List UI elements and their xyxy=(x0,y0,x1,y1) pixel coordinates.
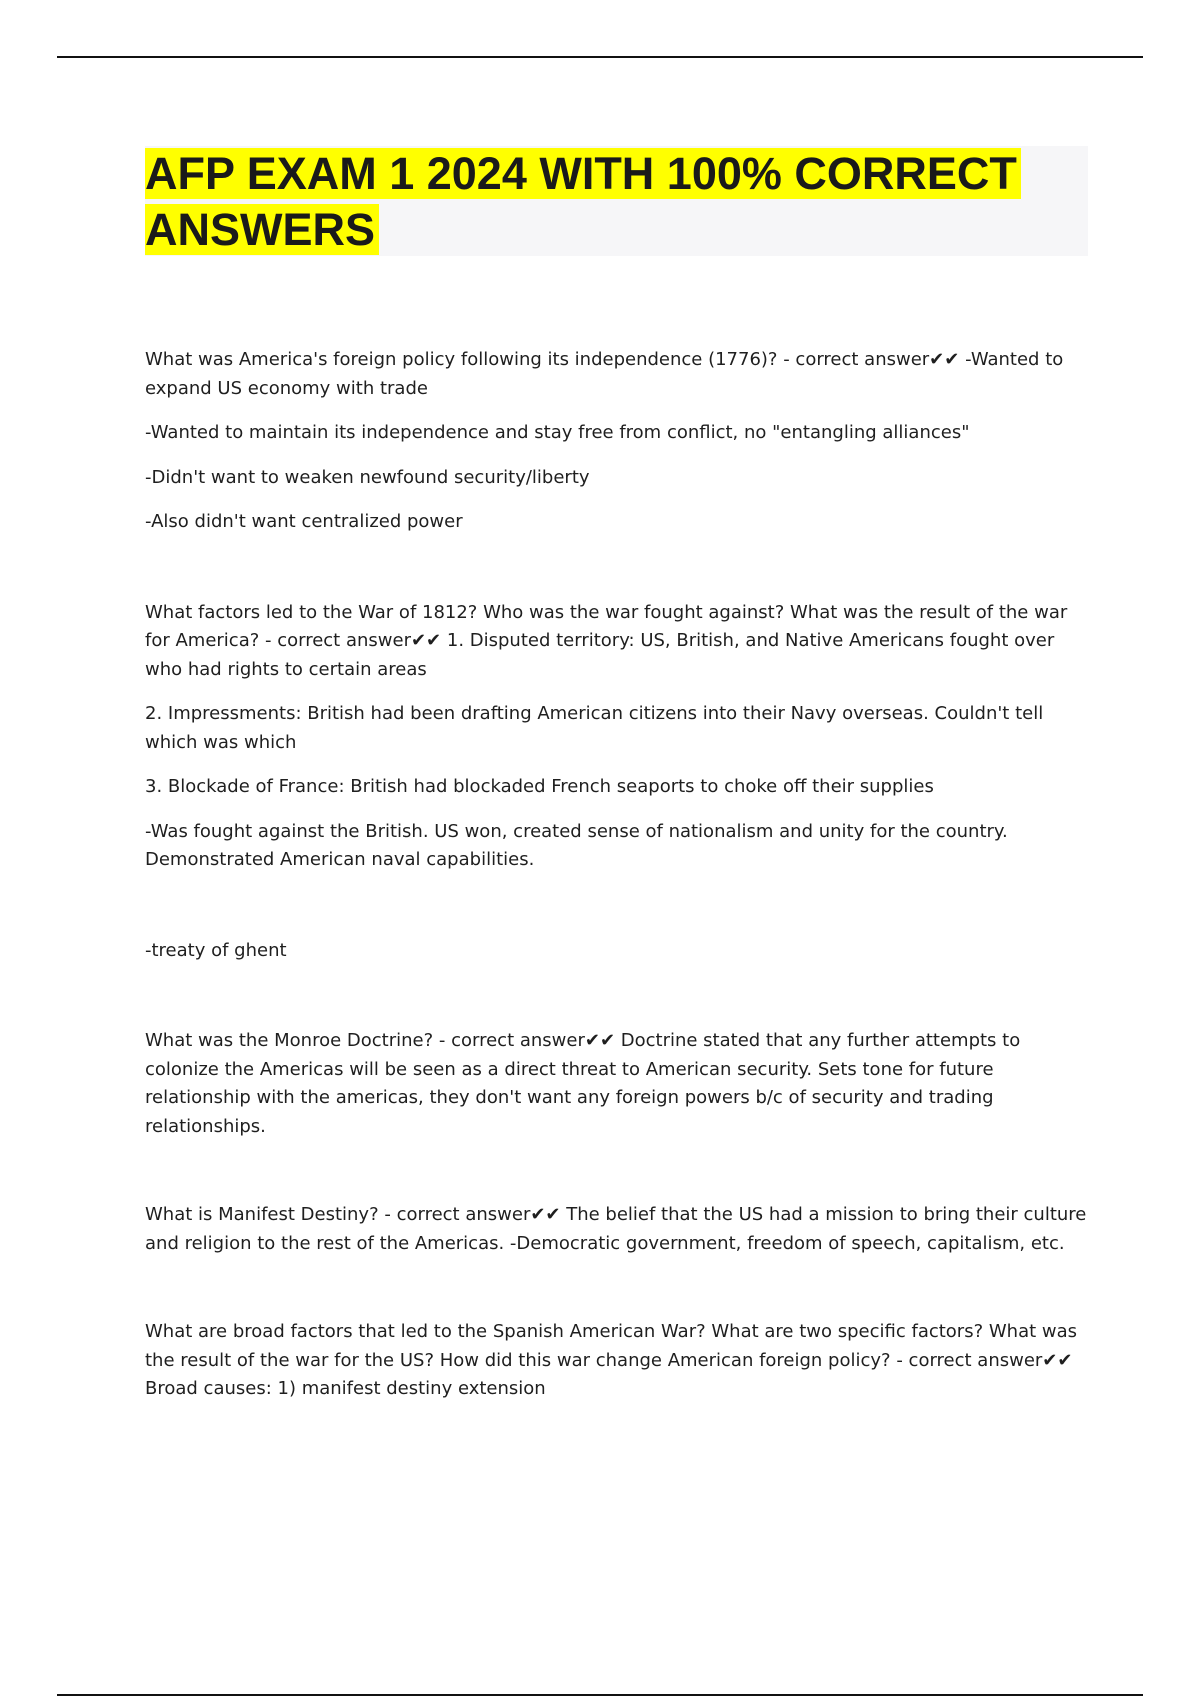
entry-4-paragraph-1: What was the Monroe Doctrine? - correct answer✔✔ Doctrine stated that any further attempts to colonize the Americas will be seen as a direct threat to American security. Sets tone for future relationship with the americas, they don't want any foreign powers b/c of security and trading relationships. xyxy=(145,1030,1021,1137)
spacer xyxy=(145,981,1090,1027)
qa-entry-6 xyxy=(145,1318,1090,1404)
entry-1-paragraph-4: -Also didn't want centralized power xyxy=(145,511,463,532)
qa-entry-4 xyxy=(145,1027,1090,1141)
document-title xyxy=(145,146,1088,258)
header-rule xyxy=(57,56,1143,58)
spacer xyxy=(145,891,1090,937)
qa-entry-2 xyxy=(145,599,1090,875)
qa-entry-1 xyxy=(145,346,1090,537)
entry-6-paragraph-1: What are broad factors that led to the Spanish American War? What are two specific factors? What was the result of the war for the US? How did this war change American foreign policy? - correct answer✔✔ Broad causes: 1) manifest destiny extension xyxy=(145,1321,1078,1399)
entry-2-paragraph-3: 3. Blockade of France: British had blockaded French seaports to choke off their supplies xyxy=(145,776,934,797)
document-body xyxy=(145,346,1090,1420)
entry-1-paragraph-1: What was America's foreign policy following its independence (1776)? - correct answer✔✔ -Wanted to expand US economy with trade xyxy=(145,349,1064,399)
title-block xyxy=(145,146,1088,256)
spacer xyxy=(145,1274,1090,1318)
entry-1-paragraph-3: -Didn't want to weaken newfound security/liberty xyxy=(145,466,590,488)
qa-entry-3 xyxy=(145,937,1090,966)
entry-2-paragraph-1: What factors led to the War of 1812? Who was the war fought against? What was the result of the war for America? - correct answer✔✔ 1. Disputed territory: US, British, and Native Americans fought over who had rights to certain areas xyxy=(145,601,1068,680)
qa-entry-5 xyxy=(145,1201,1090,1258)
entry-3-paragraph-1: -treaty of ghent xyxy=(145,939,287,961)
title-highlight: AFP EXAM 1 2024 WITH 100% CORRECT ANSWERS xyxy=(145,148,1021,255)
entry-2-paragraph-2: 2. Impressments: British had been drafting American citizens into their Navy overseas. Couldn't tell which was which xyxy=(145,703,1044,753)
entry-5-paragraph-1: What is Manifest Destiny? - correct answer✔✔ The belief that the US had a mission to bring their culture and religion to the rest of the Americas. -Democratic government, freedom of speech, capitalism, etc. xyxy=(145,1204,1087,1254)
spacer xyxy=(145,1157,1090,1201)
spacer xyxy=(145,553,1090,599)
entry-1-paragraph-2: -Wanted to maintain its independence and stay free from conflict, no "entangling alliances" xyxy=(145,422,970,443)
footer-rule xyxy=(57,1694,1143,1696)
entry-2-paragraph-4: -Was fought against the British. US won, created sense of nationalism and unity for the country. Demonstrated American naval capabilities. xyxy=(145,820,1008,870)
